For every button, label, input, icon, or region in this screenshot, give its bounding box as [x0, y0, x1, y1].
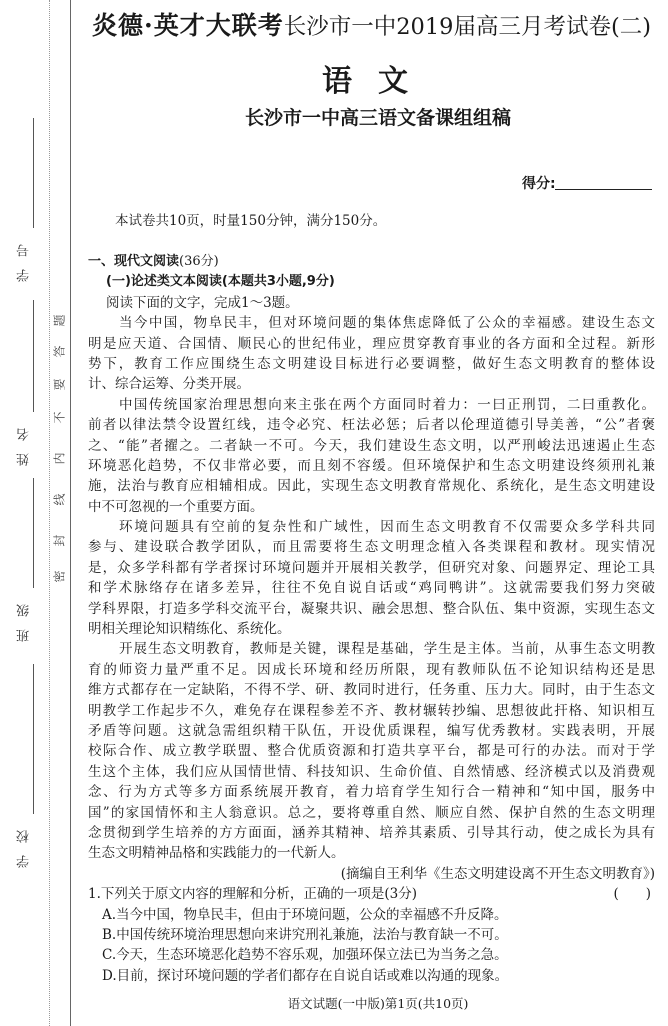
passage-line: 明是应天道、合国情、顺民心的世纪伟业，理应贯穿教育事业的各方面和全过程。新形	[88, 335, 655, 352]
passage-line: 之、“能”者擢之。二者缺一不可。今天，我们建设生态文明，以严刑峻法迅速遏止生态	[88, 437, 655, 454]
passage-line: 环境问题具有空前的复杂性和广域性，因而生态文明教育不仅需要众多学科共同	[119, 519, 655, 536]
student-id-label: 学号	[17, 232, 32, 282]
exam-body	[88, 252, 655, 986]
class-label: 班级	[17, 592, 32, 642]
passage-line: 是，众多学科都有学者探讨环境问题并开展相关教学，但研究对象、问题界定、理论工具	[88, 559, 655, 576]
passage-line: 施，法治与教育应相辅相成。因此，实现生态文明教育常规化、系统化，是生态文明建设	[88, 478, 655, 495]
subject-title: 语文	[322, 64, 434, 99]
passage-line: 和学术脉络存在诸多差异，往往不免自说自话或“鸡同鸭讲”。这就需要我们努力突破	[88, 580, 655, 597]
seal-char: 题	[52, 314, 67, 327]
seal-char: 线	[52, 493, 67, 506]
section-heading-text: 一、现代文阅读	[88, 254, 180, 269]
passage-line: 势下，教育工作应围绕生态文明建设目标进行必要调整，做好生态文明教育的整体设	[88, 355, 655, 372]
name-blank	[33, 300, 34, 412]
seal-char: 答	[52, 345, 67, 358]
passage-line: 开展生态文明教育，教师是关键，课程是基础，学生是主体。当前，从事生态文明教	[119, 641, 655, 658]
option-b[interactable]: B.中国传统环境治理思想向来讲究刑礼兼施，法治与教育缺一不可。	[102, 926, 508, 943]
seal-dotted-line	[49, 0, 50, 1026]
section-points: (36分)	[179, 254, 219, 269]
passage-line: 国”的家国情怀和主人翁意识。总之，要将尊重自然、顺应自然、保护自然的生态文明理	[88, 804, 655, 821]
passage	[88, 313, 655, 864]
exam-name: 长沙市一中2019届高三月考试卷(二)	[283, 14, 652, 40]
passage-line: 念贯彻到学生培养的方方面面，涵养其精神、培养其素质、引导其行动，使之成长为具有	[88, 824, 655, 841]
source-citation: (摘编自王利华《生态文明建设离不开生态文明教育》)	[340, 865, 655, 882]
option-a[interactable]: A.当今中国，物阜民丰，但由于环境问题，公众的幸福感不升反降。	[102, 906, 508, 923]
passage-line: 校际合作、成立教学联盟、整合优质资源和打造共享平台，都是可行的办法。而对于学	[88, 743, 655, 760]
passage-line: 育的师资力量严重不足。因成长环境和经历所限，现有教师队伍不论知识结构还是思	[88, 661, 655, 678]
score-label: 得分:	[522, 176, 556, 192]
question-stem: 1.下列关于原文内容的理解和分析，正确的一项是(3分)	[88, 886, 418, 903]
passage-line: 学科界限，打造多学科交流平台，凝聚共识、融会思想、整合队伍、集中资源，实现生态文	[88, 600, 655, 617]
seal-char: 密	[52, 570, 67, 583]
passage-line: 生这个主体，我们应从国情世情、科技知识、生命价值、自然情感、经济模式以及消费观	[88, 763, 655, 780]
seal-char: 内	[52, 452, 67, 465]
exam-brand: 炎德·英才大联考	[92, 11, 284, 40]
part-heading: (一)论述类文本阅读(本题共3小题,9分)	[106, 274, 335, 290]
page-footer: 语文试题(一中版)第1页(共10页)	[287, 996, 469, 1011]
passage-line: 明相关理论知识精练化、系统化。	[88, 621, 291, 638]
passage-line: 矛盾等问题。这就急需组织精干队伍，开设优质课程，编写优秀教材。实践表明，开展	[88, 722, 655, 739]
option-c[interactable]: C.今天，生态环境恶化趋势不容乐观，加强环保立法已为当务之急。	[102, 947, 508, 964]
passage-line: 前者以律法禁令设置红线，违令必究、枉法必惩；后者以伦理道德引导美善，“公”者褒	[88, 417, 655, 434]
passage-line: 参与、建设联合教学团队，而且需要将生态文明理念植入各类课程和教材。现实情况	[88, 539, 655, 556]
seal-char: 封	[52, 534, 67, 547]
passage-line: 生态文明精神品格和实践能力的一代新人。	[88, 845, 345, 862]
question-1	[88, 884, 655, 904]
passage-line: 环境恶化趋势，不仅非常必要，而且刻不容缓。但环境保护和生态文明建设终须刑礼兼	[88, 457, 655, 474]
passage-line: 念、行为方式等多方面系统展开教育，着力培育学生知行合一精神和“知中国，服务中	[88, 784, 655, 801]
exam-intro: 本试卷共10页，时量150分钟，满分150分。	[115, 213, 387, 229]
passage-line: 计、综合运筹、分类开展。	[88, 376, 250, 393]
passage-line: 中不可忽视的一个重要方面。	[88, 498, 264, 515]
passage-line: 当今中国，物阜民丰，但对环境问题的集体焦虑降低了公众的幸福感。建设生态文	[119, 315, 655, 332]
option-d[interactable]: D.目前，探讨环境问题的学者们都存在自说自话或难以沟通的现象。	[102, 967, 509, 984]
score-field[interactable]	[555, 189, 652, 190]
class-blank	[33, 478, 34, 588]
section-heading	[88, 252, 655, 272]
seal-char: 不	[52, 411, 67, 424]
school-label: 学校	[17, 818, 32, 868]
passage-line: 中国传统国家治理思想向来主张在两个方面同时着力：一曰正刑罚，二曰重教化。	[119, 396, 655, 413]
instruction: 阅读下面的文字，完成1～3题。	[106, 294, 299, 311]
answer-bracket[interactable]: ( )	[613, 886, 651, 903]
name-label: 姓名	[17, 416, 32, 466]
seal-char: 要	[52, 378, 67, 391]
student-id-blank	[33, 118, 34, 228]
exam-title	[92, 6, 658, 42]
school-blank	[33, 664, 34, 814]
passage-line: 维方式都存在一定缺陷，不得不学、研、教同时进行，任务重、压力大。同时，由于生态文	[88, 682, 655, 699]
subtitle: 长沙市一中高三语文备课组组稿	[244, 107, 511, 129]
binding-line	[70, 0, 71, 1026]
passage-line: 明教学工作起步不久，难免存在课程参差不齐、教材辗转抄编、思想彼此扞格、知识相互	[88, 702, 655, 719]
